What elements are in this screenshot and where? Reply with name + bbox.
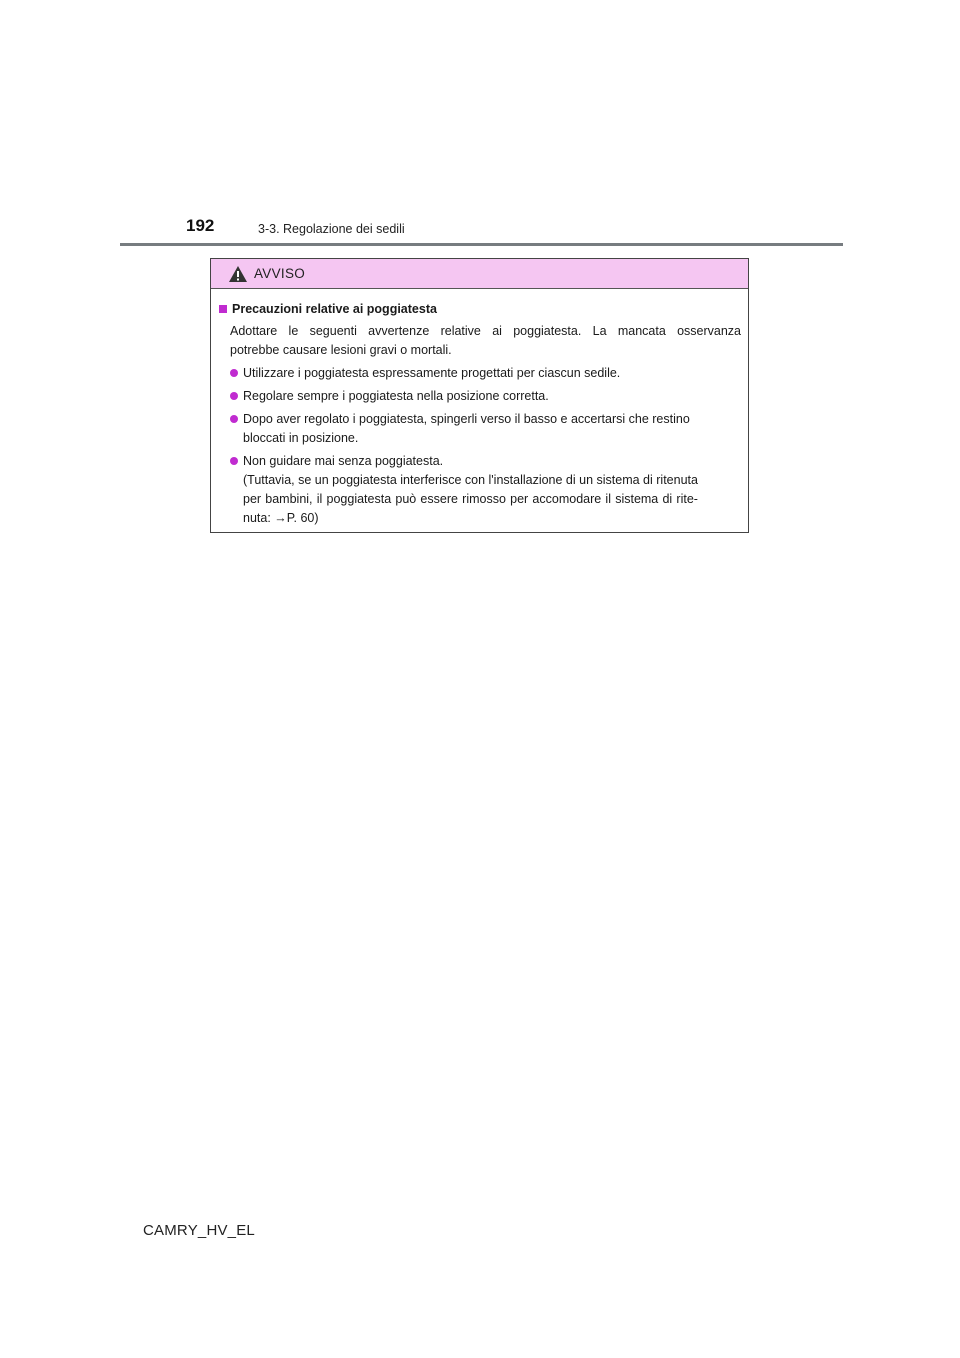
bullet-text <box>243 364 620 383</box>
bullet-item <box>219 452 741 528</box>
bullet-line: (Tuttavia, se un poggiatesta interferisce con l'installazione di un sistema di ritenuta <box>243 473 698 487</box>
warning-heading-text: Precauzioni relative ai poggiatesta <box>232 302 437 316</box>
bullet-line: Utilizzare i poggiatesta espressamente progettati per ciascun sedile. <box>243 366 621 380</box>
bullet-line: per bambini, il poggiatesta può essere rimosso per accomodare il sistema di rite- <box>243 492 698 506</box>
bullet-line: Dopo aver regolato i poggiatesta, spingerli verso il basso e accertarsi che restino <box>243 412 690 426</box>
square-bullet-icon <box>219 305 227 313</box>
page-reference-link[interactable]: nuta: →P. 60) <box>243 511 319 525</box>
section-title: 3-3. Regolazione dei sedili <box>258 222 405 236</box>
bullet-text <box>243 410 690 448</box>
bullet-line: Non guidare mai senza poggiatesta. <box>243 454 444 468</box>
bullet-dot-icon <box>230 369 238 377</box>
bullet-item <box>219 387 741 406</box>
bullet-line: Regolare sempre i poggiatesta nella posizione corretta. <box>243 389 549 403</box>
page-number: 192 <box>186 216 215 235</box>
bullet-item <box>219 410 741 448</box>
bullet-dot-icon <box>230 457 238 465</box>
warning-intro-line: Adottare le seguenti avvertenze relative ai poggiatesta. La mancata osservanza <box>230 324 741 338</box>
warning-heading <box>219 300 741 319</box>
bullet-text <box>243 452 698 528</box>
bullet-item <box>219 364 741 383</box>
bullet-dot-icon <box>230 392 238 400</box>
header-rule <box>120 243 843 246</box>
warning-title: AVVISO <box>254 266 306 281</box>
footer-doc-code: CAMRY_HV_EL <box>143 1222 255 1239</box>
warning-body <box>211 289 748 528</box>
bullet-line: bloccati in posizione. <box>243 431 359 445</box>
warning-triangle-icon <box>228 265 248 283</box>
warning-intro-line: potrebbe causare lesioni gravi o mortali. <box>230 343 452 357</box>
warning-header <box>211 259 748 289</box>
bullet-dot-icon <box>230 415 238 423</box>
warning-intro <box>230 322 741 360</box>
bullet-text <box>243 387 549 406</box>
warning-box <box>210 258 749 533</box>
